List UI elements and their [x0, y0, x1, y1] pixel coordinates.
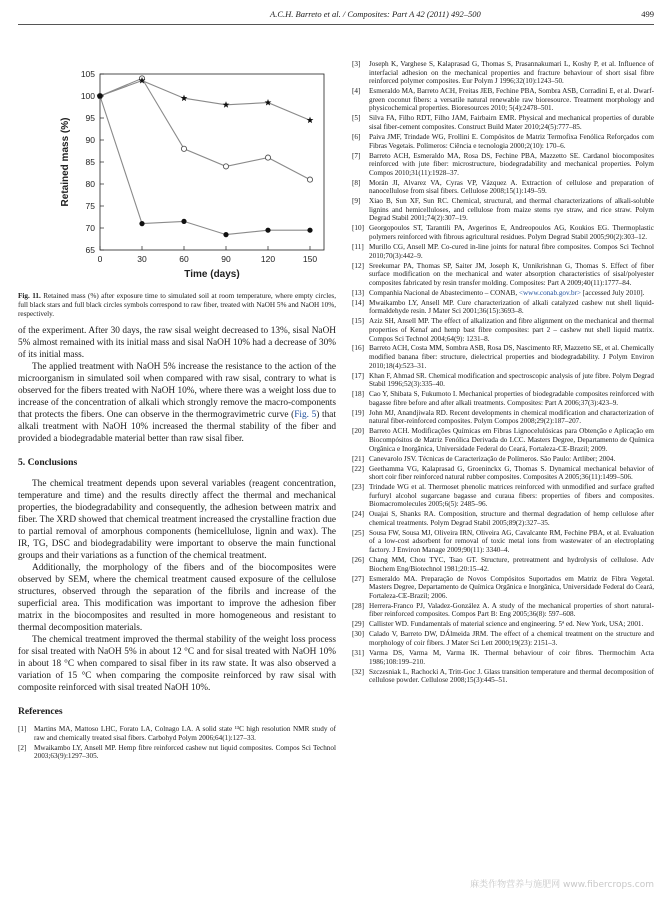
reference-text: Khan F, Ahmad SR. Chemical modification and spectroscopic analysis of jute fibre. Polym Degrad Stabil 1996;52(3):335–40. [369, 371, 654, 389]
retained-mass-chart [18, 60, 336, 288]
reference-item [352, 529, 654, 555]
paragraph-conclusions-3: The chemical treatment improved the thermal stability of the weight loss process for sisal treated with NaOH 5% in about 12 °C and for sisal treated with NaOH 10% in about 18 °C when compared to sisal fiber in its raw state. It was also observed a variation of 15 °C when comparing the composite reinforced by raw sisal with composite reinforced with sisal treated NaOH 10%. [18, 635, 336, 693]
page-header [18, 9, 660, 23]
reference-number: [28] [352, 601, 364, 610]
reference-item [352, 649, 654, 666]
reference-item [352, 344, 654, 370]
reference-text-start: Companhia Nacional de Abastecimento – CONAB, [369, 288, 519, 297]
reference-number: [12] [352, 261, 364, 270]
reference-item [352, 483, 654, 509]
caption-label: Fig. 11. [18, 292, 41, 300]
reference-item [352, 179, 654, 196]
reference-number: [21] [352, 454, 364, 463]
reference-number: [15] [352, 317, 364, 326]
reference-item [352, 510, 654, 527]
reference-item [352, 427, 654, 453]
y-tick-label: 95 [85, 113, 95, 123]
references-list-left [18, 725, 336, 761]
x-tick-label: 60 [179, 254, 189, 264]
reference-text: Canevarolo JSV. Técnicas de Caracterização de Polímeros. São Paulo: Artliber; 2004. [369, 454, 616, 463]
reference-item [352, 317, 654, 343]
data-point-black-star [307, 117, 314, 124]
y-tick-label: 75 [85, 201, 95, 211]
reference-text: Sousa FW, Sousa MJ, Oliveira IRN, Oliveira AG, Cavalcante RM, Fechine PBA, et al. Evaluation of a low-cost adsorbent for removal of toxic metal ions from wastewater of an electroplating factory. J Environ Manage 2009;90(11): 3340–4. [369, 528, 654, 555]
reference-text: Trindade WG et al. Thermoset phenolic matrices reinforced with unmodified and surface grafted furfuryl alcohol sugarcane bagasse and curaua fibers: properties of fibers and composites. Biomacromolecules 2005;6(5): 2485–96. [369, 483, 654, 509]
reference-item [352, 299, 654, 316]
reference-item [352, 262, 654, 288]
data-point-black-circle [307, 228, 312, 233]
reference-number: [8] [352, 178, 361, 187]
reference-item [352, 133, 654, 150]
data-point-black-circle [265, 228, 270, 233]
data-point-black-circle [97, 93, 102, 98]
left-column [18, 60, 336, 762]
reference-item [352, 575, 654, 601]
reference-number: [22] [352, 464, 364, 473]
x-tick-label: 0 [97, 254, 103, 264]
paragraph-results-2 [18, 361, 336, 445]
reference-number: [32] [352, 667, 364, 676]
reference-text: Herrera-Franco PJ, Valadez-González A. A study of the mechanical properties of short natural-fiber reinforced composites. Compos Part B: Eng 2005;36(8): 597–608. [369, 601, 654, 619]
reference-text: Georgopoulos ST, Tarantili PA, Avgerinos E, Andreopoulos AG, Koukios EG. Thermoplastic polymers reinforced with fibrous agricultural residues. Polym Degrad Stabil 2005;90(2):303–12. [369, 224, 654, 242]
reference-number: [7] [352, 151, 361, 160]
paragraph-results-2-start: The applied treatment with NaOH 5% increase the resistance to the action of the microorganism in simulated soil when compared with raw sisal, contrary to what is observed for the fibers treated with NaOH 10%, where there was a weight loss due to increase of the concentration of alkali which strongly remove the macro-components that protects the fibers. One can observe in the thermogravimetric curve ( [18, 362, 336, 420]
reference-number: [4] [352, 87, 361, 96]
reference-text: Morán JI, Alvarez VA, Cyras VP, Vázquez A. Extraction of cellulose and preparation of nanocellulose from sisal fibers. Cellulose 2008;15(1):149–59. [369, 178, 654, 196]
reference-item [18, 744, 336, 761]
reference-text: Ouajai S, Shanks RA. Composition, structure and thermal degradation of hemp cellulose after chemical treatments. Polym Degrad Stabil 2005;89(2):327–35. [369, 510, 654, 527]
references-list-right [352, 60, 654, 686]
data-point-empty-circle [181, 146, 186, 151]
reference-text: Esmeraldo MA. Preparação de Novos Compósitos Suportados em Matriz de Fibra Vegetal. Masters Degree, Departamento de Química Orgânica e Inorgânica, Universidade Federal do Ceará, Fortaleza-CE-Brazil; 2006. [369, 574, 654, 600]
x-tick-label: 150 [302, 254, 318, 264]
reference-number: [11] [352, 243, 364, 251]
plot-frame [100, 74, 324, 250]
data-point-black-star [181, 95, 188, 102]
reference-number: [6] [352, 132, 361, 141]
reference-text: Szczesniak L, Rachocki A, Tritt-Goc J. Glass transition temperature and thermal decomposition of cellulose powder. Cellulose 2008;15(3):445–51. [369, 667, 654, 685]
reference-item [352, 455, 654, 464]
y-tick-label: 90 [85, 135, 95, 145]
paragraph-conclusions-2: Additionally, the morphology of the fibers and of the biocomposites were observed by SEM, where the chemical treatment caused exposure of the cellulose structures, observed through the separation of the fibrils and increase of the superficial area. This modification was important to improve the adhesion fiber matrix in the biocomposites and resulted in more homogeneous and resistant to thermal decomposition materials. [18, 563, 336, 633]
reference-text: Varma DS, Varma M, Varma IK. Thermal behaviour of coir fibres. Thermochim Acta 1986;108:199–210. [369, 648, 654, 666]
reference-text: Joseph K, Varghese S, Kalaprasad G, Thomas S, Prasannakumari L, Koshy P, et al. Influence of interfacial adhesion on the mechanical properties and fracture behaviour of short sisal fibre reinforced polymer composites. Eur Polym J 1996;32(10):1243–50. [369, 60, 654, 86]
figure-caption [18, 292, 336, 319]
reference-number: [27] [352, 574, 364, 583]
reference-text: Barreto ACH. Modificações Químicas em Fibras Lignocelulósicas para Obtenção e Aplicação em Biocompósitos de Matriz Fenólica Derivada do LCC. Masters Degree, Departamento de Química Orgânica e Inorgânica, Universidade Federal do Ceará, Fortaleza-CE-Brazil; 2009. [369, 427, 654, 453]
figure-11 [18, 60, 336, 288]
reference-text: Sreekumar PA, Thomas SP, Saiter JM, Joseph K, Unnikrishnan G, Thomas S. Effect of fiber surface modification on the mechanical and water absorption characteristics of sisal/polyester composites fabricated by resin transfer molding. Composites: Part A 2009;40(11):1777–84. [369, 261, 654, 287]
caption-text: Retained mass (%) after exposure time to simulated soil at room temperature, where empty circles, full black stars and full black circles symbols correspond to raw fiber, treated with NaOH 5% and NaOH 10%, respectively. [18, 292, 336, 318]
data-point-black-circle [223, 232, 228, 237]
paragraph-conclusions-1: The chemical treatment depends upon several variables (reagent concentration, temperature and time) and the results directly affect the thermal and mechanical properties, the biodegradability and consequently, the adhesion between matrix and fiber. The XRD showed that chemical treatment increased the crystalline fraction due to partial removal of amorphous components (hemicellulose, lignin and wax). The IR, TG, DSC and biodegradability were important to observe the main functional groups and their variations as a function of the chemical treatment. [18, 479, 336, 561]
reference-number: [2] [18, 743, 27, 752]
x-axis-label: Time (days) [184, 269, 240, 280]
reference-link[interactable]: <www.conab.gov.br> [518, 288, 581, 297]
reference-text-end: [accessed July 2010]. [581, 288, 645, 297]
data-point-black-circle [139, 221, 144, 226]
reference-number: [5] [352, 114, 361, 123]
reference-text: Paiva JMF, Trindade WG, Frollini E. Compósitos de Matriz Termofixa Fenólica Reforçados com Fibras Vegetais. Polímeros: Ciência e tecnologia 2000;2(10): 170–6. [369, 132, 654, 150]
data-point-black-circle [181, 219, 186, 224]
x-tick-label: 90 [221, 254, 231, 264]
reference-item [352, 114, 654, 131]
data-point-empty-circle [307, 177, 312, 182]
reference-number: [16] [352, 344, 364, 353]
reference-item [352, 197, 654, 223]
reference-item [352, 243, 654, 260]
reference-item [352, 465, 654, 482]
reference-text: Silva FA, Filho RDT, Filho JAM, Fairbairn EMR. Physical and mechanical properties of durable sisal fiber-cement composites. Construct Build Mater 2010;24(5):777–85. [369, 114, 654, 131]
reference-text: Aziz SH, Ansell MP. The effect of alkalization and fibre alignment on the mechanical and thermal properties of Kenaf and hemp bast fibre composites: part 2 – cashew nut shell liquid matrix. Compos Sci Technol 2004;64(9): 1231–8. [369, 317, 654, 343]
reference-number: [18] [352, 390, 364, 399]
reference-item [352, 556, 654, 573]
reference-number: [20] [352, 427, 364, 436]
reference-text: John MJ, Anandjiwala RD. Recent developments in chemical modification and characterization of natural fiber-reinforced composites. Polym Compos 2008;29(2):187–207. [369, 408, 654, 426]
reference-number: [10] [352, 224, 364, 233]
y-tick-label: 65 [85, 245, 95, 255]
paragraph-results-2-end: ) that alkali treatment with NaOH 10% increased the thermal stability of the fiber and provided a biodegradable material better than raw sisal fiber. [18, 410, 336, 444]
header-rule [18, 24, 654, 25]
reference-text: Mwaikambo LY, Ansell MP. Hemp fibre reinforced cashew nut liquid composites. Compos Sci Technol 2003;63(9):1297–305. [34, 743, 336, 761]
reference-text: Calado V, Barreto DW, DÁlmeida JRM. The effect of a chemical treatment on the structure and morphology of coir fibers. J Mater Sci Lett 2000;19(23): 2151–3. [369, 630, 654, 647]
reference-number: [3] [352, 60, 361, 68]
reference-number: [30] [352, 630, 364, 639]
reference-text: Cao Y, Shibata S, Fukumoto I. Mechanical properties of biodegradable composites reinforced with bagasse fibre before and after alkali treatments. Composites: Part A 2006;37(3):423–9. [369, 390, 654, 407]
reference-item [352, 152, 654, 178]
watermark: 麻类作物营养与施肥网 www.fibercrops.com [470, 880, 654, 890]
reference-item [352, 390, 654, 407]
reference-number: [25] [352, 528, 364, 537]
reference-item [352, 668, 654, 685]
paragraph-results-1: of the experiment. After 30 days, the raw sisal weight decreased to 13%, sisal NaOH 5% almost remained with its initial mass and sisal NaOH 10% had a decrease of 30% of its initial mass. [18, 326, 336, 360]
reference-number: [23] [352, 483, 364, 492]
y-tick-label: 70 [85, 223, 95, 233]
reference-number: [24] [352, 510, 364, 519]
reference-item [352, 87, 654, 113]
data-point-empty-circle [265, 155, 270, 160]
reference-number: [17] [352, 371, 364, 380]
reference-number: [31] [352, 648, 364, 657]
y-tick-label: 105 [80, 69, 95, 79]
references-heading: References [18, 706, 63, 717]
data-point-black-star [265, 99, 272, 106]
reference-text: Mwaikambo LY, Ansell MP. Cure characterization of alkali catalyzed cashew nut shell liquid-formaldehyde resin. J Mater Sci 2001;36(15):3693–8. [369, 298, 654, 316]
reference-text: Murillo CG, Ansell MP. Co-cured in-line joints for natural fibre composites. Compos Sci Technol 2010;70(3):442–9. [369, 243, 654, 260]
series-line [100, 96, 310, 235]
reference-item [352, 602, 654, 619]
reference-text: Callister WD. Fundamentals of material science and engineering. 5ª ed. New York, USA; 2001. [369, 620, 644, 629]
y-axis-label: Retained mass (%) [60, 117, 71, 207]
x-tick-label: 120 [260, 254, 276, 264]
fig-5-link[interactable]: Fig. 5 [294, 410, 317, 420]
reference-item [352, 630, 654, 647]
page-number: 499 [641, 9, 654, 19]
reference-item [18, 725, 336, 742]
reference-number: [26] [352, 556, 364, 565]
conclusions-heading: 5. Conclusions [18, 457, 78, 468]
reference-number: [9] [352, 197, 361, 206]
reference-text: Geethamma VG, Kalaprasad G, Groeninckx G, Thomas S. Dynamical mechanical behavior of short coir fiber reinforced natural rubber composites. Composites A 2005;36(11):1499–506. [369, 464, 654, 482]
reference-text: Xiao B, Sun XF, Sun RC. Chemical, structural, and thermal characterizations of alkali-soluble lignins and hemicelluloses, and cellulose from maize stems rye straw, and rice straw. Polym Degrad Stabil 2001;74(2):307–19. [369, 197, 654, 223]
reference-number: [29] [352, 620, 364, 629]
series-line [100, 78, 310, 179]
reference-text: Barreto ACH, Esmeraldo MA, Rosa DS, Fechine PBA, Mazzetto SE. Cardanol biocomposites reinforced with jute fiber: microstructure, biodegradability and mechanical properties. Polym Compos 2010;31(11):1928–37. [369, 151, 654, 177]
reference-number: [13] [352, 288, 364, 297]
reference-text: Barreto ACH, Costa MM, Sombra ASB, Rosa DS, Nascimento RF, Mazzetto SE, et al. Chemically modified banana fiber: structure, dielectrical properties and biodegradability. J Polym Environ 2010;18(4):523–31. [369, 344, 654, 370]
reference-number: [19] [352, 408, 364, 417]
x-tick-label: 30 [137, 254, 147, 264]
reference-number: [14] [352, 298, 364, 307]
reference-number: [1] [18, 725, 27, 733]
journal-reference: A.C.H. Barreto et al. / Composites: Part A 42 (2011) 492–500 [270, 9, 481, 19]
data-point-empty-circle [223, 164, 228, 169]
reference-item [352, 372, 654, 389]
data-point-black-star [223, 101, 230, 108]
reference-text: Esmeraldo MA, Barreto ACH, Freitas JEB, Fechine PBA, Sombra ASB, Corradini E, et al. Dwarf-green coconut fibers: a versatile natural renewable raw bioresource. Treatment morphology and physicochemical properties. Bioresources 2010; 5(4):2478–501. [369, 87, 654, 113]
reference-text: Martins MA, Mattoso LHC, Forato LA, Colnago LA. A solid state ¹³C high resolution NMR study of raw and chemically treated sisal fibers. Carbohyd Polym 2006;64(1):127–33. [34, 725, 336, 742]
reference-text [369, 289, 654, 298]
y-tick-label: 100 [80, 91, 95, 101]
reference-item [352, 620, 654, 629]
series-line [100, 81, 310, 121]
reference-item [352, 60, 654, 86]
reference-item [352, 224, 654, 241]
y-tick-label: 85 [85, 157, 95, 167]
y-tick-label: 80 [85, 179, 95, 189]
reference-item [352, 409, 654, 426]
reference-item [352, 289, 654, 298]
reference-text: Chang MM, Chou TYC, Tsao GT. Structure, pretreatment and hydrolysis of cellulose. Adv Biochem Eng/Biotechnol 1981;20:15–42. [369, 556, 654, 573]
